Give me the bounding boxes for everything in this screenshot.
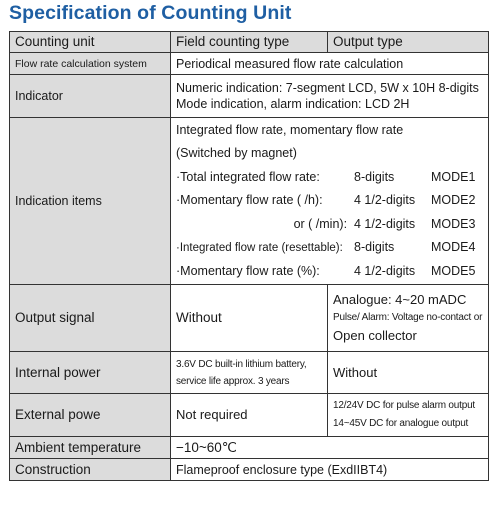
indicator-line-2: Mode indication, alarm indication: LCD 2H <box>176 97 410 111</box>
internal-power-line-1: 3.6V DC built-in lithium battery, <box>176 358 307 370</box>
label-indicator: Indicator <box>10 75 171 118</box>
internal-power-line-2: service life approx. 3 years <box>176 375 290 387</box>
value-indicator <box>171 75 489 118</box>
external-power-line-2: 14~45V DC for analogue output <box>333 418 469 429</box>
indication-item <box>176 189 488 213</box>
value-construction: Flameproof enclosure type (ExdIIBT4) <box>171 459 489 481</box>
label-flow-calc: Flow rate calculation system <box>10 53 171 75</box>
label-construction: Construction <box>10 459 171 481</box>
row-internal-power <box>10 352 489 394</box>
header-output-type: Output type <box>328 32 489 53</box>
value-flow-calc: Periodical measured flow rate calculation <box>171 53 489 75</box>
indication-item <box>176 213 488 237</box>
header-counting-unit: Counting unit <box>10 32 171 53</box>
value-internal-power-output: Without <box>328 352 489 394</box>
row-indication-items <box>10 118 489 285</box>
item-name: or ( /min): <box>293 216 348 231</box>
header-row <box>10 32 489 53</box>
item-name: ·Momentary flow rate (%): <box>176 263 320 278</box>
label-ambient: Ambient temperature <box>10 437 171 459</box>
external-power-line-1: 12/24V DC for pulse alarm output <box>333 400 476 411</box>
row-output-signal <box>10 285 489 352</box>
row-external-power <box>10 394 489 437</box>
label-internal-power: Internal power <box>10 352 171 394</box>
row-indicator <box>10 75 489 118</box>
spec-table <box>9 31 489 481</box>
item-mode: MODE1 <box>431 169 476 184</box>
label-output-signal: Output signal <box>10 285 171 352</box>
indication-line-2: (Switched by magnet) <box>176 146 297 161</box>
output-signal-line-3: Open collector <box>333 328 417 343</box>
value-ambient: −10~60℃ <box>171 437 489 459</box>
value-indication-items <box>171 118 489 285</box>
row-construction <box>10 459 489 481</box>
indication-item <box>176 166 488 190</box>
item-digits: 4 1/2-digits <box>354 216 416 231</box>
output-signal-line-1: Analogue: 4~20 mADC <box>333 292 467 307</box>
indicator-line-1: Numeric indication: 7-segment LCD, 5W x 10H 8-digits <box>176 81 479 95</box>
item-digits: 4 1/2-digits <box>354 263 416 278</box>
value-output-signal-output <box>328 285 489 352</box>
header-field-counting-type: Field counting type <box>171 32 328 53</box>
label-indication-items: Indication items <box>10 118 171 285</box>
item-name: ·Total integrated flow rate: <box>176 169 320 184</box>
row-ambient <box>10 437 489 459</box>
page-title: Specification of Counting Unit <box>9 2 292 24</box>
indication-line-1: Integrated flow rate, momentary flow rate <box>176 122 404 137</box>
label-external-power: External powe <box>10 394 171 437</box>
item-name: ·Integrated flow rate (resettable): <box>176 242 343 255</box>
item-name: ·Momentary flow rate ( /h): <box>176 193 323 208</box>
item-digits: 8-digits <box>354 169 395 184</box>
indication-item <box>176 260 488 284</box>
item-mode: MODE2 <box>431 193 476 208</box>
indication-item <box>176 236 488 260</box>
value-external-power-field: Not required <box>171 394 328 437</box>
item-mode: MODE3 <box>431 216 476 231</box>
row-flow-calc <box>10 53 489 75</box>
item-digits: 4 1/2-digits <box>354 193 416 208</box>
item-mode: MODE4 <box>431 240 476 255</box>
item-mode: MODE5 <box>431 263 476 278</box>
output-signal-line-2: Pulse/ Alarm: Voltage no-contact or <box>333 312 483 323</box>
value-output-signal-field: Without <box>171 285 328 352</box>
value-external-power-output <box>328 394 489 437</box>
value-internal-power-field <box>171 352 328 394</box>
item-digits: 8-digits <box>354 240 395 255</box>
